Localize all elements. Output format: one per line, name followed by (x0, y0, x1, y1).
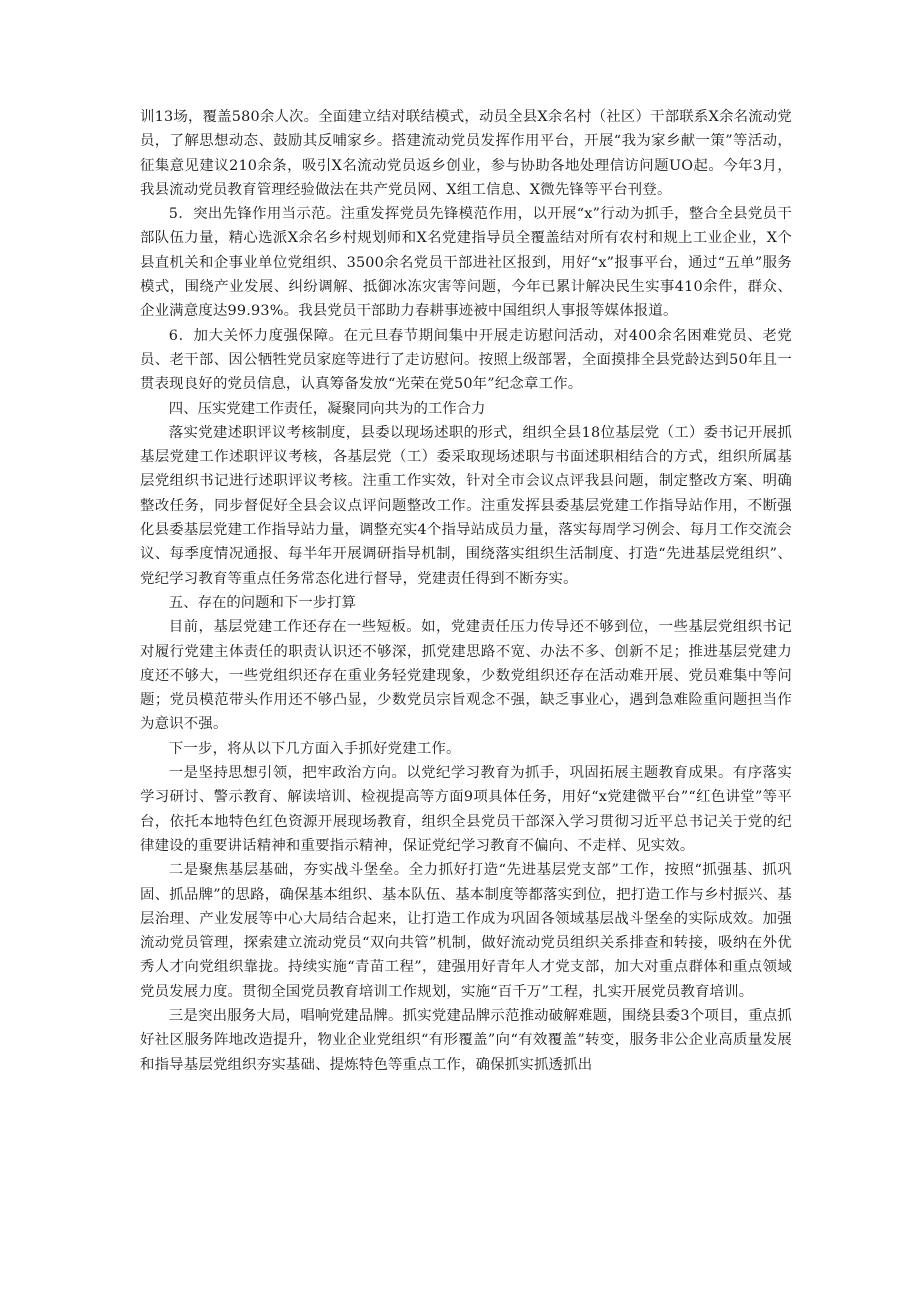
section-heading-4: 四、压实党建工作责任，凝聚同向共为的工作合力 (168, 400, 486, 417)
section-heading-5: 五、存在的问题和下一步打算 (168, 594, 356, 611)
paragraph-next-steps-intro: 下一步，将从以下几方面入手抓好党建工作。 (168, 740, 461, 757)
paragraph-item-6: 6．加大关怀力度强保障。在元旦春节期间集中开展走访慰问活动，对400余名困难党员、老党员、老干部、因公牺牲党员家庭等进行了走访慰问。按照上级部署，全面摸排全县党龄达到50年且一贯表现良好的党员信息，认真筹备发放“光荣在党50年”纪念章工作。 (140, 327, 792, 393)
paragraph-problems: 目前，基层党建工作还存在一些短板。如，党建责任压力传导还不够到位，一些基层党组织书记对履行党建主体责任的职责认识还不够深，抓党建思路不宽、办法不多、创新不足；推进基层党建力度还不够大，一些党组织还存在重业务轻党建现象，少数党组织还存在活动难开展、党员难集中等问题；党员模范带头作用还不够凸显，少数党员宗旨观念不强，缺乏事业心，遇到急难险重问题担当作为意识不强。 (140, 619, 792, 733)
paragraph-plan-2: 二是聚焦基层基础，夯实战斗堡垒。全力抓好打造“先进基层党支部”工作，按照“抓强基、抓巩固、抓品牌”的思路，确保基本组织、基本队伍、基本制度等都落实到位，把打造工作与乡村振兴、基层治理、产业发展等中心大局结合起来，让打造工作成为巩固各领域基层战斗堡垒的实际成效。加强流动党员管理，探索建立流动党员“双向共管”机制，做好流动党员组织关系排查和转接，吸纳在外优秀人才向党组织靠拢。持续实施“青苗工程”，建强用好青年人才党支部，加大对重点群体和重点领域党员发展力度。贯彻全国党员教育培训工作规划，实施“百千万”工程，扎实开展党员教育培训。 (140, 862, 792, 1000)
paragraph-section-4-body: 落实党建述职评议考核制度，县委以现场述职的形式，组织全县18位基层党（工）委书记开展抓基层党建工作述职评议考核，各基层党（工）委采取现场述职与书面述职相结合的方式，组织所属基层党组织书记进行述职评议考核。注重工作实效，针对全市会议点评我县问题，制定整改方案、明确整改任务，同步督促好全县会议点评问题整改工作。注重发挥县委基层党建工作指导站作用，不断强化县委基层党建工作指导站力量，调整充实4个指导站成员力量，落实每周学习例会、每月工作交流会议、每季度情况通报、每半年开展调研指导机制，围绕落实组织生活制度、打造“先进基层党组织”、党纪学习教育等重点任务常态化进行督导，党建责任得到不断夯实。 (140, 424, 792, 587)
paragraph-plan-3: 三是突出服务大局，唱响党建品牌。抓实党建品牌示范推动破解难题，围绕县委3个项目，重点抓好社区服务阵地改造提升，物业企业党组织“有形覆盖”向“有效覆盖”转变，服务非公企业高质量发展和指导基层党组织夯实基础、提炼特色等重点工作，确保抓实抓透抓出 (140, 1007, 792, 1073)
document-page (140, 105, 792, 1077)
paragraph-plan-1: 一是坚持思想引领，把牢政治方向。以党纪学习教育为抓手，巩固拓展主题教育成果。有序落实学习研讨、警示教育、解读培训、检视提高等方面9项具体任务，用好“x党建微平台”“红色讲堂”等平台，依托本地特色红色资源开展现场教育，组织全县党员干部深入学习贯彻习近平总书记关于党的纪律建设的重要讲话精神和重要指示精神，保证党纪学习教育不偏向、不走样、见实效。 (140, 765, 792, 854)
paragraph-continued: 训13场，覆盖580余人次。全面建立结对联结模式，动员全县X余名村（社区）干部联系X余名流动党员，了解思想动态、鼓励其反哺家乡。搭建流动党员发挥作用平台，开展“我为家乡献一策”等活动，征集意见建议210余条，吸引X名流动党员返乡创业，参与协助各地处理信访问题UO起。今年3月，我县流动党员教育管理经验做法在共产党员网、X组工信息、X微先锋等平台刊登。 (140, 109, 792, 198)
paragraph-item-5: 5．突出先锋作用当示范。注重发挥党员先锋模范作用，以开展“x”行动为抓手，整合全县党员干部队伍力量，精心选派X余名乡村规划师和X名党建指导员全覆盖结对所有农村和规上工业企业，X个县直机关和企事业单位党组织、3500余名党员干部进社区报到，用好“x”报事平台，通过“五单”服务模式，围绕产业发展、纠纷调解、抵御冰冻灾害等问题，今年已累计解决民生实事410余件，群众、企业满意度达99.93%。我县党员干部助力春耕事迹被中国组织人事报等媒体报道。 (140, 206, 792, 320)
